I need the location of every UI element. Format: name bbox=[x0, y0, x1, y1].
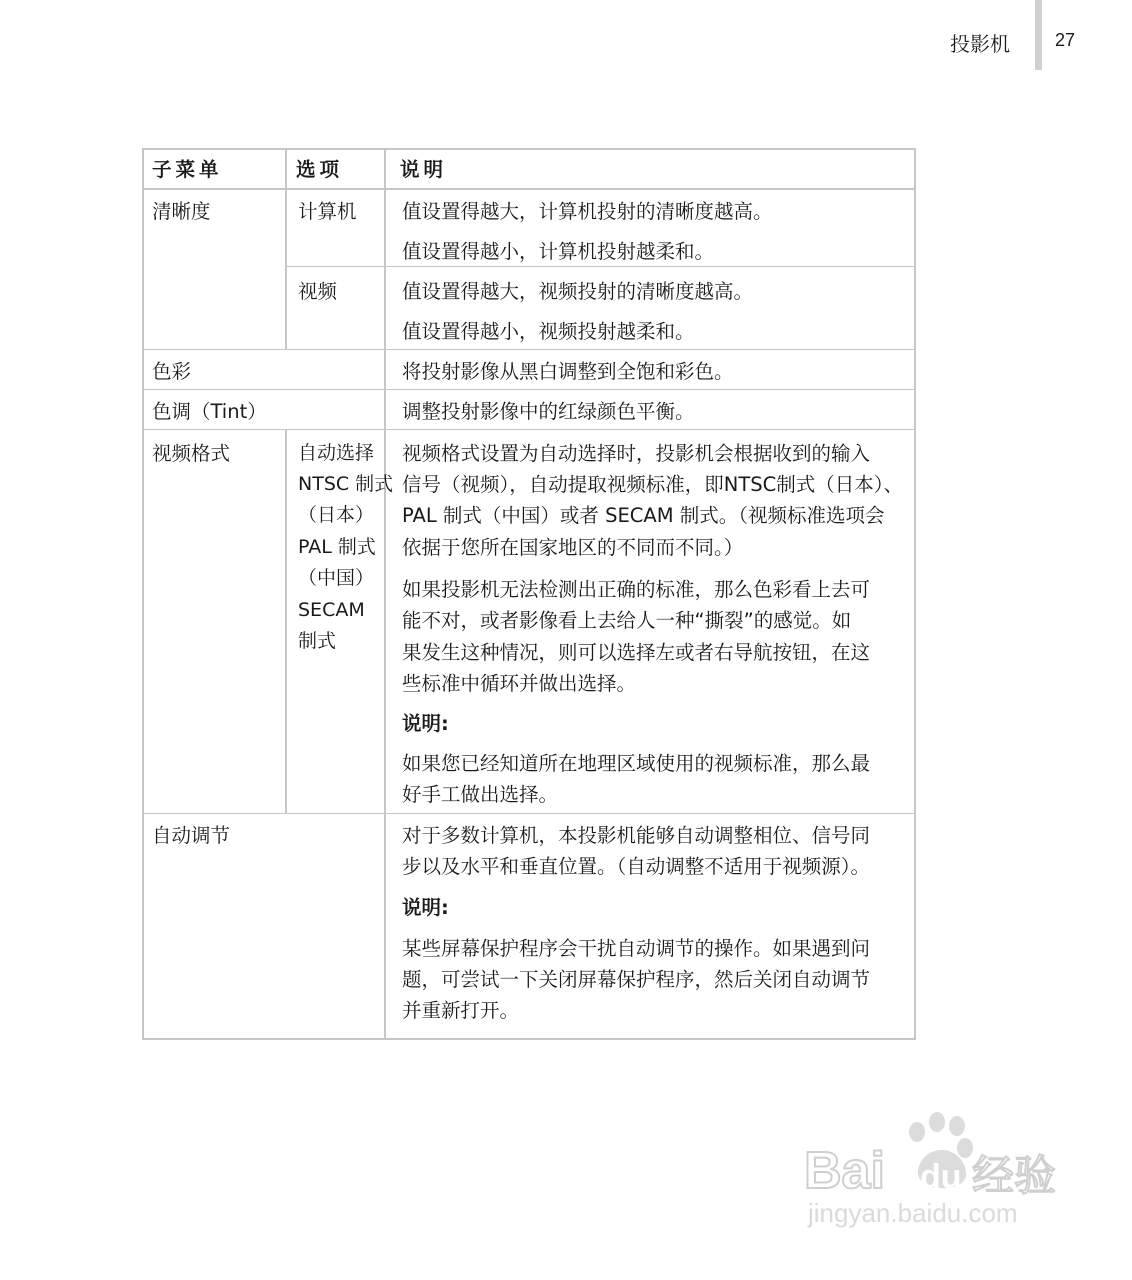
menu-table bbox=[142, 148, 916, 1040]
desc-line: 果发生这种情况，则可以选择左或者右导航按钮，在这 bbox=[402, 641, 871, 664]
header-row-divider bbox=[144, 188, 914, 190]
desc-line: 值设置得越大，视频投射的清晰度越高。 bbox=[402, 280, 754, 303]
desc-line: 步以及水平和垂直位置。（自动调整不适用于视频源）。 bbox=[402, 855, 871, 878]
col-divider-2 bbox=[384, 150, 386, 1038]
svg-text:经验: 经验 bbox=[972, 1151, 1057, 1200]
row-name-color: 色彩 bbox=[152, 360, 192, 383]
row-name-tint: 色调（Tint） bbox=[152, 400, 267, 423]
desc-line: 值设置得越小，计算机投射越柔和。 bbox=[402, 240, 715, 263]
desc-line: 值设置得越大，计算机投射的清晰度越高。 bbox=[402, 200, 773, 223]
desc-line: PAL 制式（中国）或者 SECAM 制式。（视频标准选项会 bbox=[402, 504, 885, 527]
header-desc: 说明 bbox=[400, 158, 448, 181]
desc-line: 调整投射影像中的红绿颜色平衡。 bbox=[402, 400, 695, 423]
desc-line: 值设置得越小，视频投射越柔和。 bbox=[402, 320, 695, 343]
row-divider-4 bbox=[144, 813, 914, 814]
note-line: 好手工做出选择。 bbox=[402, 783, 559, 806]
desc-line: 依据于您所在国家地区的不同而不同。） bbox=[402, 536, 744, 559]
row-divider-3 bbox=[144, 429, 914, 430]
option-ntsc-region: （日本） bbox=[298, 504, 375, 526]
col-divider-1b bbox=[285, 430, 287, 814]
header-submenu: 子菜单 bbox=[152, 158, 223, 181]
option-ntsc: NTSC 制式 bbox=[298, 473, 394, 495]
desc-line: 将投射影像从黑白调整到全饱和彩色。 bbox=[402, 360, 734, 383]
option-video: 视频 bbox=[298, 280, 338, 303]
row-divider-2 bbox=[144, 389, 914, 390]
col-divider-1 bbox=[285, 150, 287, 350]
desc-line: 信号（视频），自动提取视频标准，即NTSC制式（日本）、 bbox=[402, 473, 903, 496]
note-line: 某些屏幕保护程序会干扰自动调节的操作。如果遇到问 bbox=[402, 937, 871, 960]
option-pal: PAL 制式 bbox=[298, 536, 376, 558]
row-name-auto-adjust: 自动调节 bbox=[152, 824, 231, 847]
row-name-video-format: 视频格式 bbox=[152, 442, 231, 465]
note-line: 如果您已经知道所在地理区域使用的视频标准，那么最 bbox=[402, 752, 871, 775]
option-pal-region: （中国） bbox=[298, 567, 375, 589]
option-auto: 自动选择 bbox=[298, 442, 375, 464]
header-option: 选项 bbox=[296, 158, 344, 181]
option-secam-suffix: 制式 bbox=[298, 630, 337, 652]
desc-line: 视频格式设置为自动选择时，投影机会根据收到的输入 bbox=[402, 442, 871, 465]
svg-text:du: du bbox=[920, 1158, 962, 1196]
note-line: 题，可尝试一下关闭屏幕保护程序，然后关闭自动调节 bbox=[402, 968, 871, 991]
option-secam: SECAM bbox=[298, 599, 365, 621]
desc-line: 如果投影机无法检测出正确的标准，那么色彩看上去可 bbox=[402, 578, 871, 601]
note-line: 并重新打开。 bbox=[402, 999, 520, 1022]
desc-line: 能不对，或者影像看上去给人一种“撕裂”的感觉。如 bbox=[402, 609, 852, 632]
header-title: 投影机 bbox=[950, 32, 1010, 56]
row-divider-1 bbox=[144, 349, 914, 350]
page-number: 27 bbox=[1055, 30, 1076, 50]
desc-line: 些标准中循环并做出选择。 bbox=[402, 672, 637, 695]
watermark-url: jingyan.baidu.com bbox=[808, 1198, 1018, 1228]
option-computer: 计算机 bbox=[298, 200, 357, 223]
svg-text:Bai: Bai bbox=[804, 1142, 885, 1200]
row-name-sharpness: 清晰度 bbox=[152, 200, 211, 223]
desc-line: 对于多数计算机，本投影机能够自动调整相位、信号同 bbox=[402, 824, 871, 847]
note-label: 说明: bbox=[402, 712, 449, 735]
note-label: 说明: bbox=[402, 896, 449, 919]
header-divider bbox=[1035, 0, 1042, 70]
